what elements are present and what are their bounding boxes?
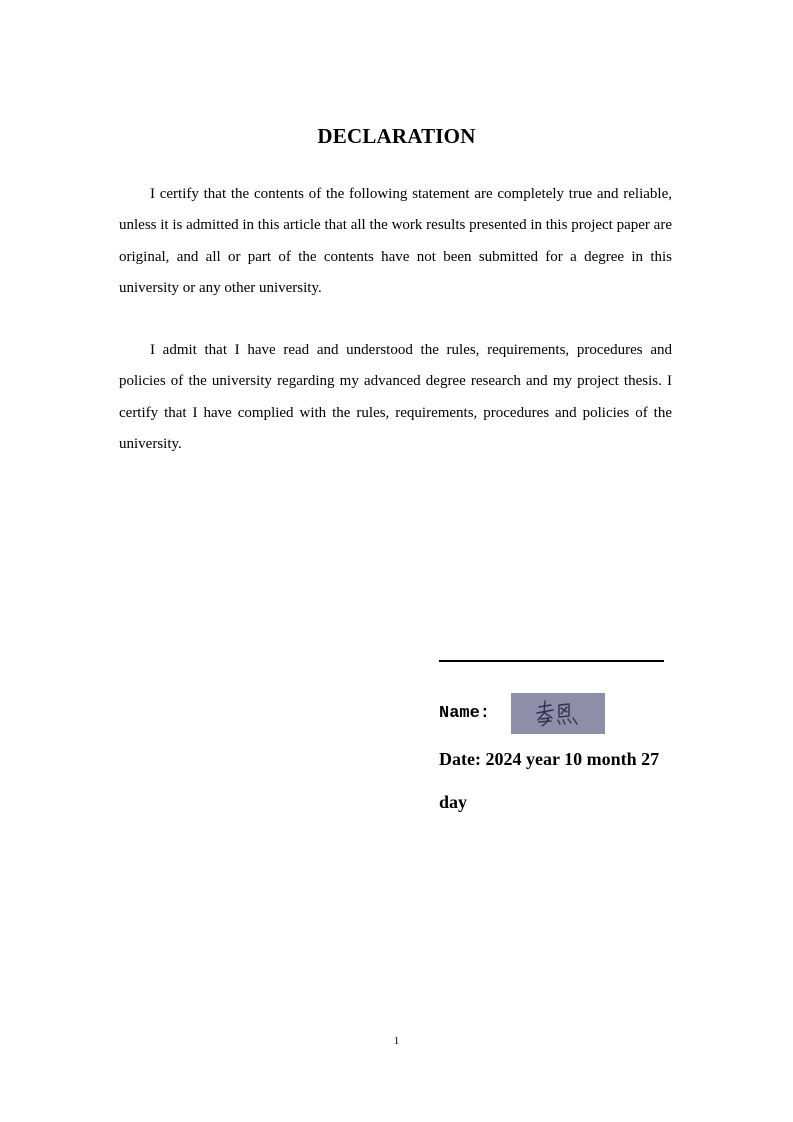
declaration-paragraph-1: I certify that the contents of the following statement are completely true and reliable, unless it is admitted in this article that all the work results presented in this project paper are original, and all or part of the contents have not been submitted for a degree in this university or any other university.	[119, 186, 672, 296]
signature-scribble	[511, 693, 605, 734]
declaration-paragraph-2: I admit that I have read and understood the rules, requirements, procedures and policies of the university regarding my advanced degree research and my project thesis. I certify that I have complied with the rules, requirements, procedures and policies of the university.	[119, 342, 672, 452]
name-label: Name:	[439, 704, 491, 723]
name-row	[439, 693, 605, 734]
page-number: 1	[393, 1035, 400, 1047]
handwritten-signature	[511, 693, 605, 734]
document-title: DECLARATION	[317, 124, 476, 148]
signature-line	[439, 660, 664, 662]
date-line: Date: 2024 year 10 month 27 day	[439, 749, 660, 812]
